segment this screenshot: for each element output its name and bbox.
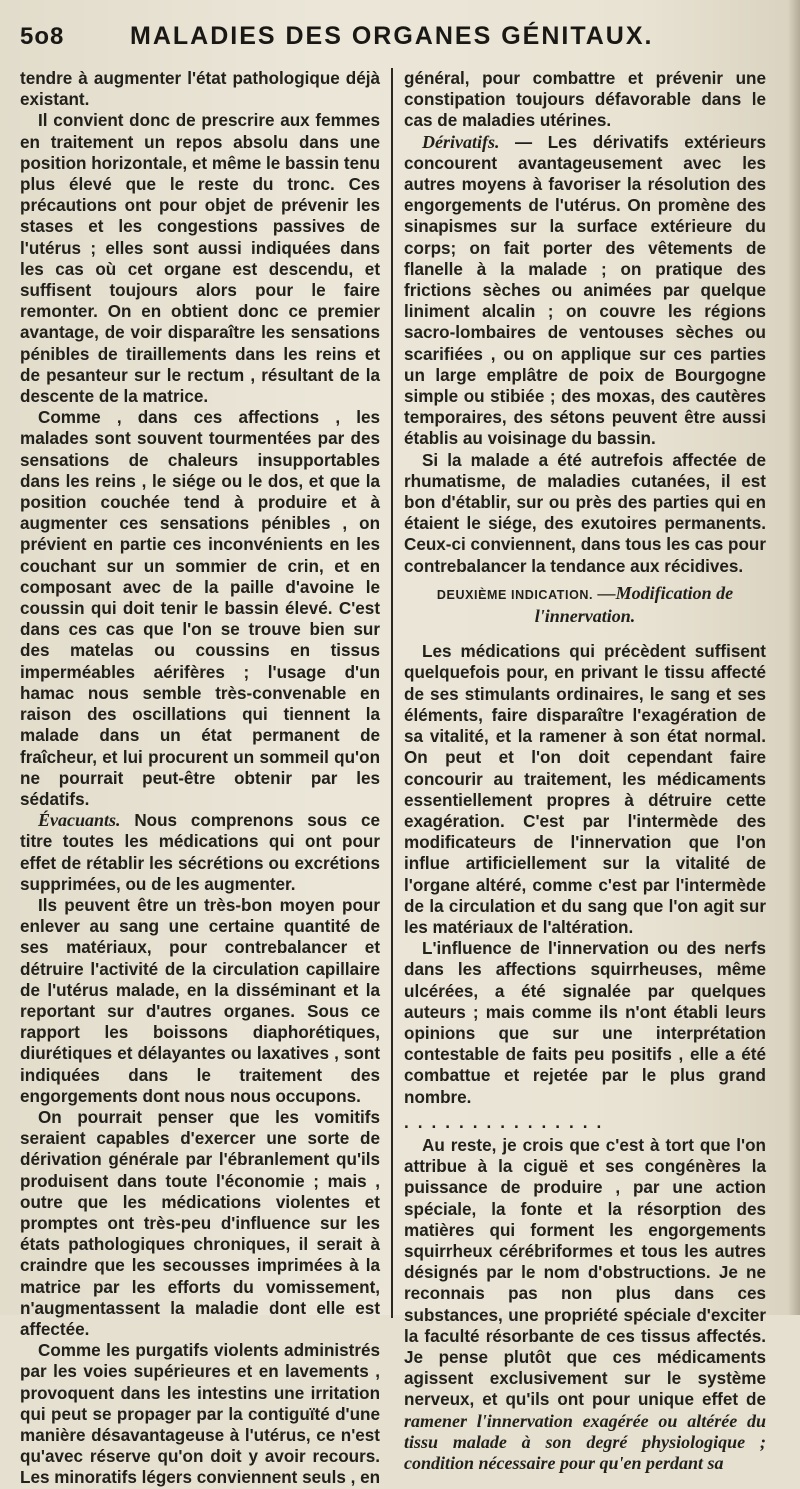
paragraph: Si la malade a été autrefois affectée de rhumatisme, de maladies cutanées, il est bon d'établir, sur ou près des parties qui en étaient le siége, des exutoires permanents. Ceux-ci conviennent, dans tous les cas pour contrebalancer la tendance aux récidives. bbox=[404, 450, 766, 576]
heading-title: —Modification de l'innervation. bbox=[534, 582, 734, 627]
paragraph-text: Au reste, je crois que c'est à tort que l'on attribue à la ciguë et ses congénères la puissance de produire , par une action spéciale, la fonte et la résorption des matières qui forment les engorgements squirrheux cérébriformes et tous les autres désignés par le nom d'obstructions. Je ne reconnais pas non plus dans ces substances, une propriété spéciale d'exciter la faculté résorbante de ces tissus affectés. Je pense plutôt que ces médicaments agissent exclusivement sur le système nerveux, et qu'ils ont pour unique effet de bbox=[404, 1135, 766, 1410]
running-title: MALADIES DES ORGANES GÉNITAUX. bbox=[130, 22, 654, 50]
heading-label: DEUXIÈME INDICATION. bbox=[436, 587, 594, 602]
paragraph bbox=[404, 132, 766, 450]
paragraph-text: Nous comprenons sous ce titre toutes les médications qui ont pour effet de rétablir les sécrétions ou excrétions supprimées, ou de les augmenter. bbox=[20, 811, 381, 894]
paragraph: Il convient donc de prescrire aux femmes en traitement un repos absolu dans une position horizontale, et même le bassin tenu plus élevé que le reste du tronc. Ces précautions ont pour objet de prévenir les stases et les congestions passives de l'utérus ; elles sont aussi indiquées dans les cas où cet organe est descendu, et suffisent toujours alors pour le faire remonter. On en obtient donc ce premier avantage, de voir disparaître les sensations pénibles de tiraillements dans les reins et de pesanteur sur le rectum , résultant de la descente de la matrice. bbox=[20, 111, 381, 407]
paragraph: L'influence de l'innervation ou des nerfs dans les affections squirrheuses, même ulcérées, a été signalée par quelques auteurs ; mais comme ils n'ont établi leurs opinions que sur une interprétation contestable de faits peu positifs , elle a été combattue et rejetée par le plus grand nombre. bbox=[404, 939, 766, 1107]
paragraph-text: — Les dérivatifs extérieurs concourent avantageusement avec les autres moyens à favoriser la résolution des engorgements de l'utérus. On promène des sinapismes sur la surface extérieure du corps; on fait porter des vêtements de flanelle à la malade ; on pratique des frictions sèches ou animées par quelque liniment alcalin ; on couvre les régions sacro-lombaires de ventouses sèches ou scarifiées , ou on applique sur ces parties un large emplâtre de poix de Bourgogne simple ou stibiée ; des moxas, des cautères temporaires, des sétons peuvent être aussi établis au voisinage du bassin. bbox=[404, 132, 766, 449]
page-number: 5o8 bbox=[20, 23, 65, 50]
paragraph: général, pour combattre et prévenir une constipation toujours défavorable dans le cas de maladies utérines. bbox=[404, 69, 766, 131]
paragraph bbox=[20, 810, 380, 895]
paragraph: On pourrait penser que les vomitifs seraient capables d'exercer une sorte de dérivation générale par l'ébranlement qu'ils produisent dans toute l'économie ; mais , outre que les médications violentes et promptes ont très-peu d'influence sur les états pathologiques chroniques, il serait à craindre que les secousses imprimées à la matrice par les efforts du vomissement, n'augmentassent la maladie dont elle est affectée. bbox=[20, 1107, 381, 1339]
term-evacuants: Évacuants. bbox=[38, 810, 121, 831]
left-column bbox=[20, 68, 380, 1489]
running-header bbox=[20, 22, 766, 62]
term-derivatifs: Dérivatifs. bbox=[422, 131, 500, 152]
right-column bbox=[404, 68, 766, 1489]
section-heading bbox=[404, 583, 766, 627]
italic-conclusion: ramener l'innervation exagérée ou altérée du tissu malade à son degré physiologique ; condition nécessaire pour qu'en perdant sa bbox=[404, 1410, 766, 1473]
paragraph bbox=[404, 1135, 766, 1474]
ellipsis-line: ............... bbox=[404, 1112, 611, 1132]
paragraph: Ils peuvent être un très-bon moyen pour enlever au sang une certaine quantité de ses matériaux, pour contrebalancer et détruire l'activité de la circulation capillaire de l'utérus malade, en la disséminant et la reportant sur d'autres organes. Sous ce rapport les boissons diaphorétiques, diurétiques et délayantes ou laxatives , sont indiquées dans le traitement des engorgements dont nous nous occupons. bbox=[20, 895, 381, 1106]
paragraph: Comme , dans ces affections , les malades sont souvent tourmentées par des sensations de chaleurs insupportables dans les reins , le siége ou le dos, et que la position couchée tend à produire et à augmenter ces sensations pénibles , on prévient en partie ces inconvénients en les couchant sur un sommier de crin, et en composant avec de la paille d'avoine le coussin qui doit tenir le bassin élevé. C'est dans ces cas que l'on se trouve bien sur des matelas ou coussins en tissus imperméables aérifères ; l'usage d'un hamac nous semble très-convenable en raison des oscillations qui tiennent la malade dans un état permanent de fraîcheur, et lui procurent un sommeil qu'on ne pourrait peut-être obtenir par les sédatifs. bbox=[20, 408, 381, 809]
paragraph: Comme les purgatifs violents administrés par les voies supérieures et en lavements , provoquent dans les intestins une irritation qui peut se propager par la contiguïté d'une manière désavantageuse à l'utérus, ce n'est qu'avec réserve qu'on doit y avoir recours. Les minoratifs légers conviennent seuls , en bbox=[20, 1341, 381, 1488]
text-columns bbox=[20, 68, 766, 1489]
paragraph: Les médications qui précèdent suffisent quelquefois pour, en privant le tissu affecté de ses stimulants ordinaires, le sang et ses éléments, faire disparaître l'exagération de sa vitalité, et la ramener à son état normal. On peut et l'on doit cependant faire concourir au traitement, les médicaments essentiellement propres à détruire cette exagération. C'est par l'intermède des modificateurs de l'innervation que l'on influe artificiellement sur la vitalité de l'organe altéré, comme c'est par l'intermède de la circulation et du sang que l'on agit sur les matériaux de l'altération. bbox=[404, 642, 766, 937]
page-edge-shadow bbox=[788, 0, 800, 1315]
column-divider bbox=[391, 68, 393, 1318]
paragraph: tendre à augmenter l'état pathologique déjà existant. bbox=[20, 69, 381, 110]
